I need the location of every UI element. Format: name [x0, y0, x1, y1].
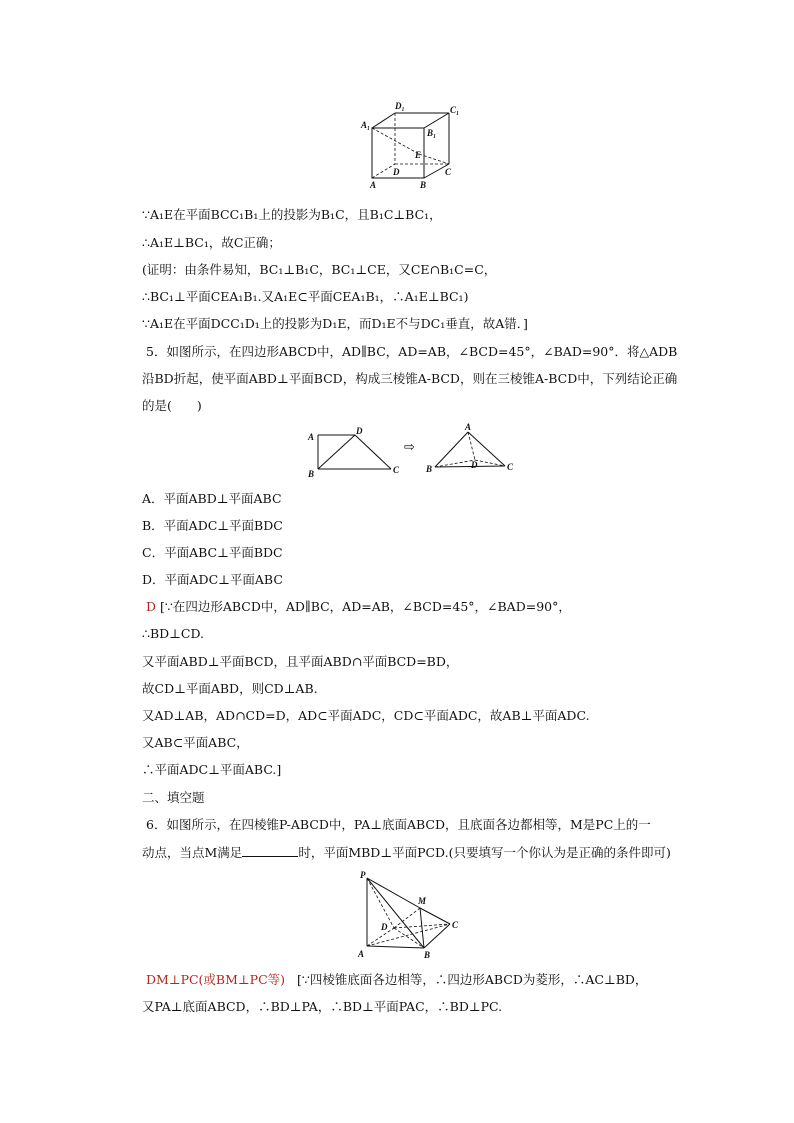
q6-stem-line-1: 6．如图所示，在四棱锥P-ABCD中，PA⊥底面ABCD，且底面各边都相等，M是PC上的一 — [146, 817, 651, 832]
q5-stem-line-2: 沿BD折起，使平面ABD⊥平面BCD，构成三棱锥A-BCD，则在三棱锥A-BCD中，下列结论正确 — [142, 371, 678, 386]
q5-solution-text-1: [∵在四边形ABCD中，AD∥BC，AD=AB，∠BCD=45°，∠BAD=90°， — [160, 599, 571, 614]
cube-label-a1: A₁ — [361, 120, 371, 130]
q5-right-label-d: D — [471, 460, 478, 470]
q5-right-label-b: B — [426, 464, 433, 474]
cube-label-a: A — [370, 180, 377, 190]
cube-label-d1: D₁ — [395, 101, 405, 111]
cube-label-b: B — [420, 180, 427, 190]
q5-solution-line-5: 又AD⊥AB，AD∩CD=D，AD⊂平面ADC，CD⊂平面ADC，故AB⊥平面ADC. — [142, 708, 590, 723]
q5-tetrahedron-figure — [425, 422, 520, 478]
cube-proof-line-4: ∴BC₁⊥平面CEA₁B₁.又A₁E⊂平面CEA₁B₁，∴A₁E⊥BC₁) — [142, 289, 469, 304]
cube-proof-line-2: ∴A₁E⊥BC₁，故C正确； — [142, 235, 281, 250]
q6-answer: DM⊥PC(或BM⊥PC等) — [146, 972, 286, 987]
q5-quadrilateral-figure — [303, 425, 413, 481]
q5-option-d: D．平面ADC⊥平面ABC — [142, 572, 283, 587]
q6-stem-line-2 — [142, 844, 671, 861]
q6-answer-blank[interactable] — [242, 844, 298, 857]
q6-label-p: P — [360, 870, 366, 880]
q6-stem-post: 时，平面MBD⊥平面PCD.(只要填写一个你认为是正确的条件即可) — [298, 845, 671, 860]
q5-solution-line-6: 又AB⊂平面ABC， — [142, 735, 249, 750]
q5-solution-line-3: 又平面ABD⊥平面BCD，且平面ABD∩平面BCD=BD， — [142, 654, 459, 669]
q5-answer-letter: D — [146, 599, 157, 614]
q5-right-label-c: C — [507, 462, 514, 472]
q6-label-a: A — [358, 949, 365, 959]
q6-solution-text-1: [∵四棱锥底面各边相等，∴四边形ABCD为菱形，∴AC⊥BD， — [297, 972, 648, 987]
q5-stem-line-1: 5．如图所示，在四边形ABCD中，AD∥BC，AD=AB，∠BCD=45°，∠BAD=90°．将△ADB — [146, 344, 678, 359]
q5-solution-line-4: 故CD⊥平面ABD，则CD⊥AB. — [142, 681, 318, 696]
q5-option-c: C．平面ABC⊥平面BDC — [142, 545, 283, 560]
q5-stem-line-3: 的是( ) — [142, 398, 202, 413]
cube-figure — [355, 100, 465, 192]
q5-solution-line-7: ∴平面ADC⊥平面ABC.] — [142, 762, 282, 777]
q5-left-label-c: C — [393, 465, 400, 475]
cube-label-c1: C₁ — [450, 105, 460, 115]
section-heading-fill-in: 二、填空题 — [142, 790, 205, 805]
q5-right-label-a: A — [465, 422, 472, 432]
q5-left-label-b: B — [308, 469, 315, 479]
q5-option-a: A．平面ABD⊥平面ABC — [142, 491, 282, 506]
cube-label-b1: B₁ — [427, 128, 437, 138]
q6-pyramid-figure — [352, 870, 467, 962]
cube-label-d: D — [393, 167, 400, 177]
q5-solution-line-2: ∴BD⊥CD. — [142, 626, 205, 641]
cube-proof-line-3: (证明：由条件易知，BC₁⊥B₁C，BC₁⊥CE，又CE∩B₁C=C， — [142, 262, 497, 277]
q6-label-b: B — [424, 950, 431, 960]
q5-fold-arrow: ⇨ — [404, 440, 415, 455]
q6-solution-line-2: 又PA⊥底面ABCD，∴BD⊥PA，∴BD⊥平面PAC，∴BD⊥PC. — [142, 999, 503, 1014]
cube-label-c: C — [445, 167, 452, 177]
q5-left-label-d: D — [356, 426, 363, 436]
q6-label-d: D — [381, 922, 388, 932]
q5-option-b: B．平面ADC⊥平面BDC — [142, 518, 283, 533]
cube-proof-line-5: ∵A₁E在平面DCC₁D₁上的投影为D₁E，而D₁E不与DC₁垂直，故A错．] — [142, 316, 528, 331]
cube-proof-line-1: ∵A₁E在平面BCC₁B₁上的投影为B₁C，且B₁C⊥BC₁， — [142, 207, 442, 222]
cube-label-e: E — [415, 150, 422, 160]
q6-label-m: M — [418, 896, 427, 906]
q6-solution-line-1 — [146, 972, 647, 988]
q6-stem-pre: 动点，当点M满足 — [142, 845, 243, 860]
q6-label-c: C — [452, 920, 459, 930]
q5-left-label-a: A — [308, 432, 315, 442]
q5-solution-line-1 — [146, 599, 571, 615]
